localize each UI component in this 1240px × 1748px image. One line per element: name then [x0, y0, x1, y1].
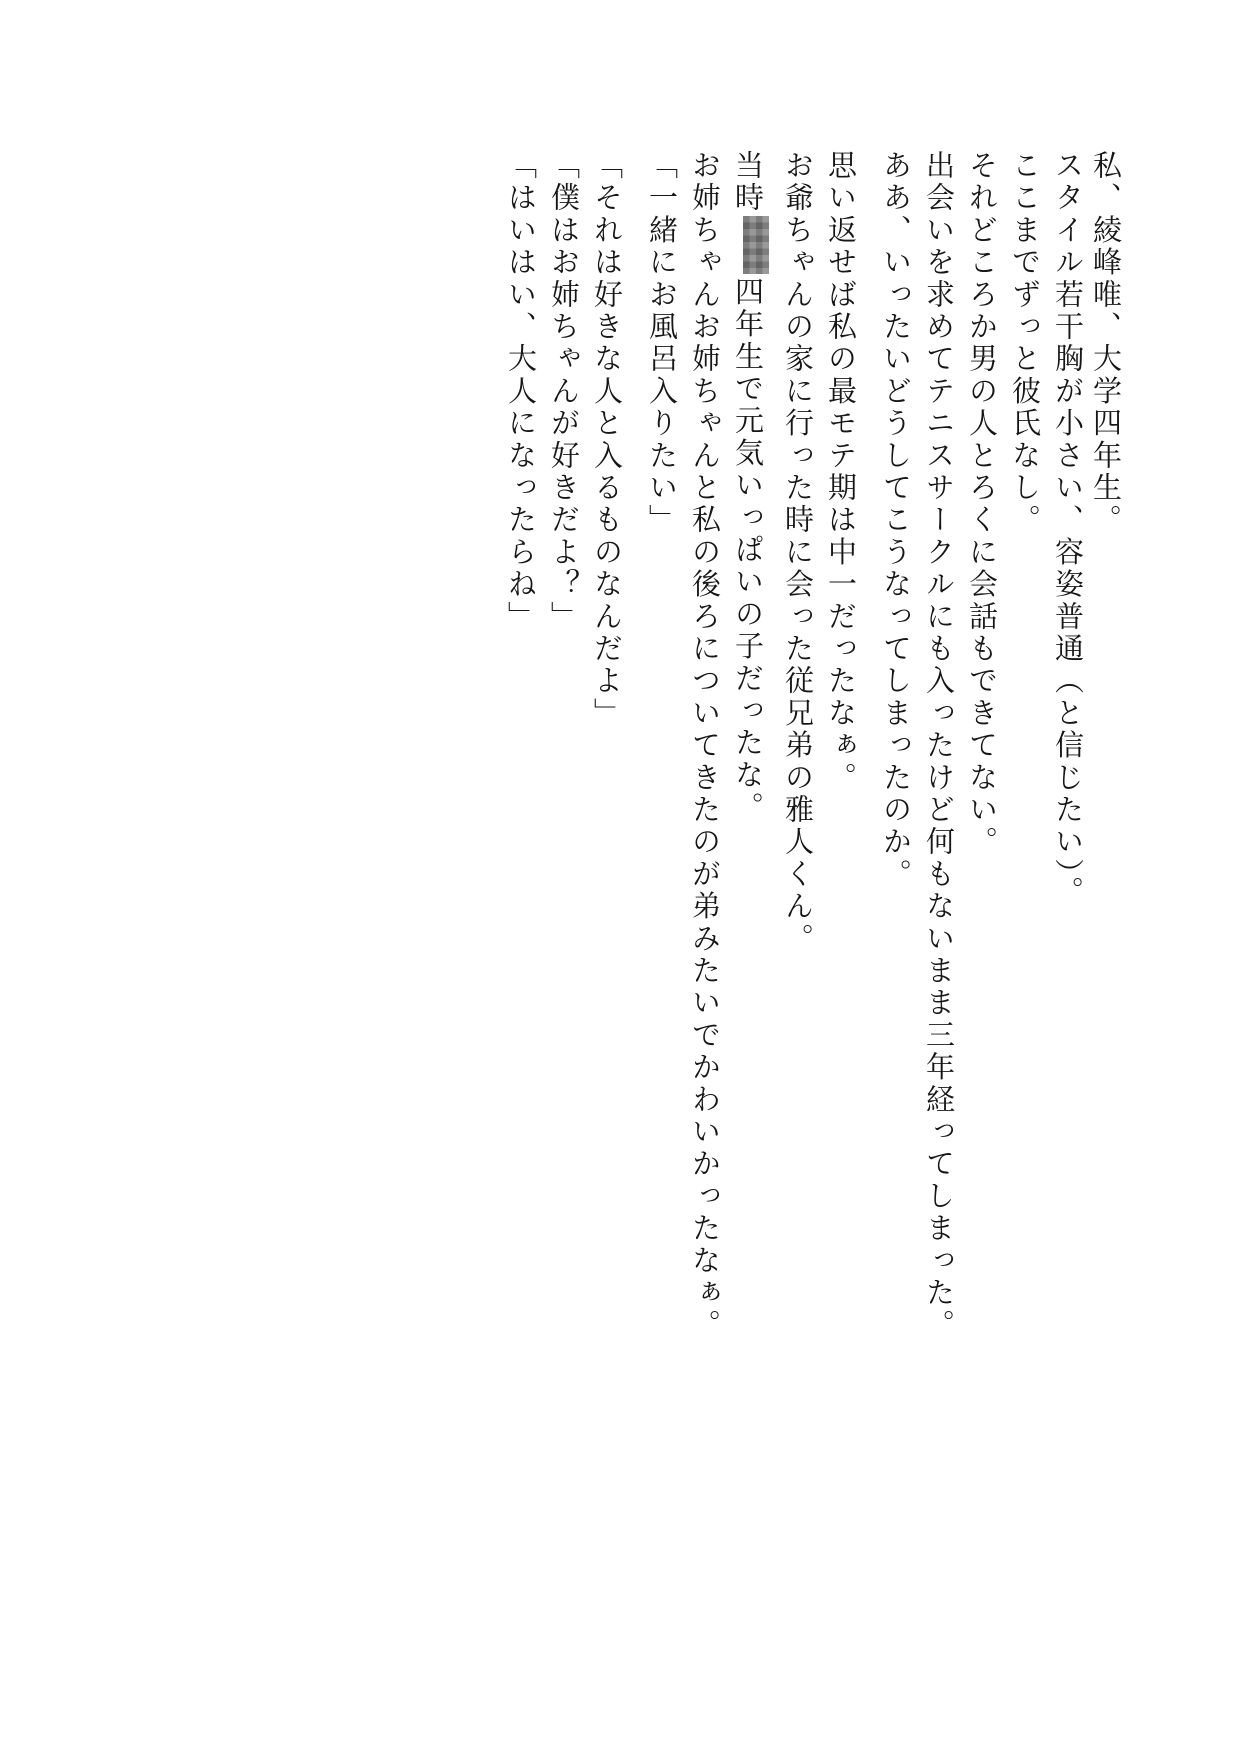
- text-line: [688, 150, 722, 1440]
- text-line: [1089, 150, 1123, 1440]
- line-text-after: 四年生で元気いっぱいの子だったな。: [731, 276, 765, 824]
- text-line: [879, 150, 913, 1440]
- line-text: 「一緒にお風呂入りたい」: [645, 150, 679, 537]
- line-text: 「それは好きな人と入るものなんだよ」: [590, 150, 624, 730]
- censor-mosaic: [743, 216, 769, 274]
- line-text: 出会いを求めてテニスサークルにも入ったけど何もないまま三年経ってしまった。: [922, 150, 956, 1342]
- text-line: [824, 150, 858, 1440]
- text-line: [1008, 150, 1042, 1440]
- text-line: [645, 150, 679, 1440]
- line-text: スタイル若干胸が小さい、容姿普通（と信じたい）。: [1051, 150, 1085, 909]
- line-text: 「僕はお姉ちゃんが好きだよ？」: [547, 150, 581, 633]
- line-text-before: 当時: [731, 150, 765, 215]
- text-line: [590, 150, 624, 1440]
- text-line: [547, 150, 581, 1440]
- text-line-censored: [733, 150, 769, 1440]
- text-line: [965, 150, 999, 1440]
- line-text: ここまでずっと彼氏なし。: [1008, 150, 1042, 537]
- line-text: 思い返せば私の最モテ期は中一だったなぁ。: [824, 150, 858, 794]
- line-text: ああ、いったいどうしてこうなってしまったのか。: [879, 150, 913, 891]
- line-text: お爺ちゃんの家に行った時に会った従兄弟の雅人くん。: [781, 150, 815, 955]
- text-line: [781, 150, 815, 1440]
- line-text: それどころか男の人とろくに会話もできてない。: [965, 150, 999, 859]
- line-text: 私、綾峰唯、大学四年生。: [1089, 150, 1123, 537]
- text-line: [922, 150, 956, 1440]
- text-line: [1051, 150, 1085, 1440]
- text-line: [504, 150, 538, 1440]
- vertical-text-block: [492, 150, 1123, 1440]
- line-text: 「はいはい、大人になったらね」: [504, 150, 538, 633]
- line-text: お姉ちゃんお姉ちゃんと私の後ろについてきたのが弟みたいでかわいかったなぁ。: [688, 150, 722, 1342]
